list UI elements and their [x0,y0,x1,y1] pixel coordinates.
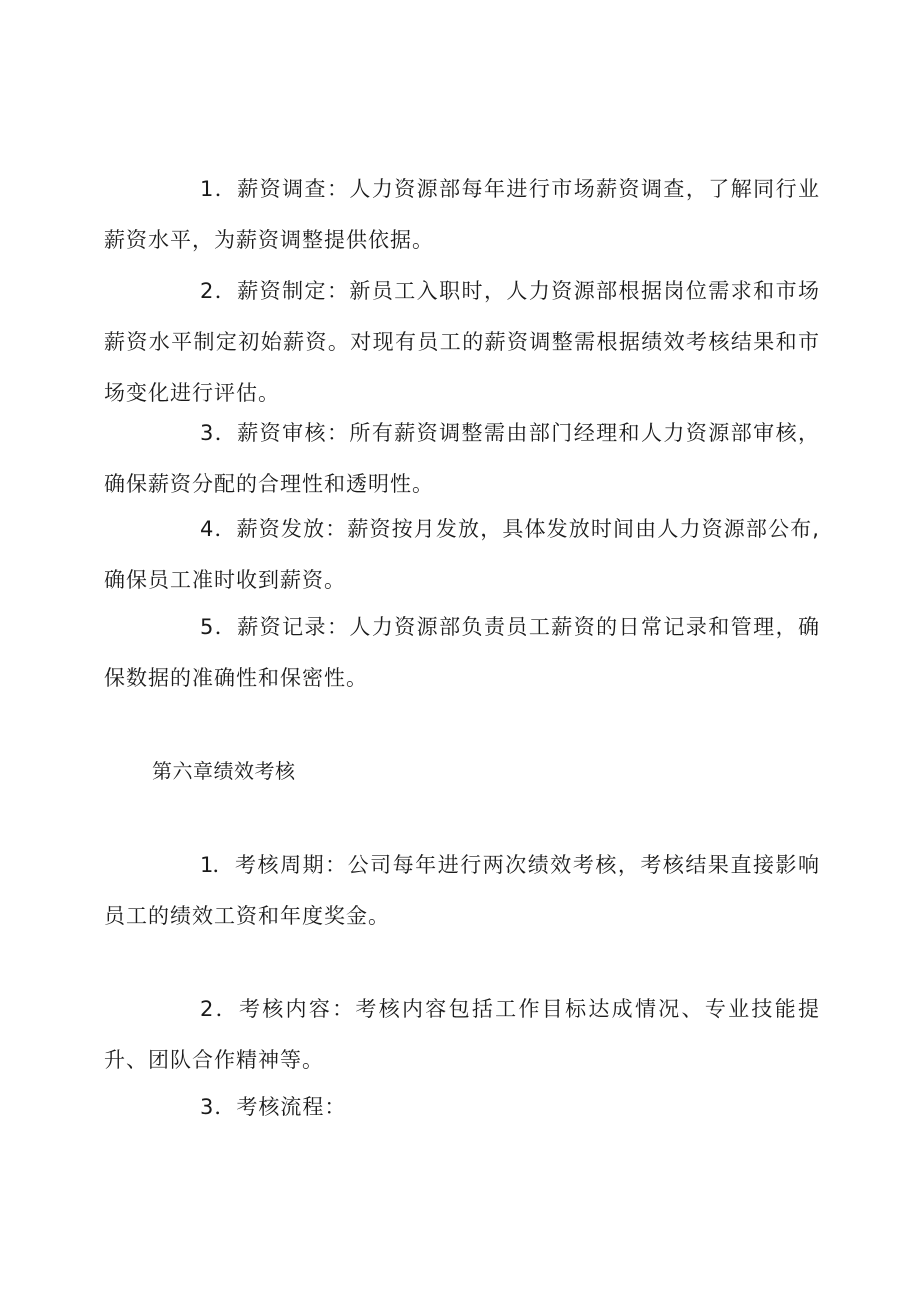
item-number: 3 [200,1095,215,1119]
salary-item-3 [104,408,820,510]
item-text: ．薪资调查：人力资源部每年进行市场薪资调查，了解同行业薪资水平，为薪资调整提供依据。 [104,177,820,252]
appraisal-item-2 [104,984,820,1086]
item-number: 3 [200,421,215,445]
salary-item-1 [104,164,820,266]
appraisal-item-1 [104,840,820,942]
item-number: 4 [200,517,215,541]
item-text: ．考核内容：考核内容包括工作目标达成情况、专业技能提升、团队合作精神等。 [104,997,820,1072]
item-text: ．考核流程： [214,1095,347,1119]
item-number: 2 [200,279,215,303]
item-number: 1 [200,853,215,877]
item-number: 1 [200,177,215,201]
salary-item-2 [104,266,820,419]
item-text: ．薪资记录：人力资源部负责员工薪资的日常记录和管理，确保数据的准确性和保密性。 [104,615,820,690]
salary-item-4 [104,504,820,606]
item-text: ．考核周期：公司每年进行两次绩效考核，考核结果直接影响员工的绩效工资和年度奖金。 [104,853,820,928]
item-number: 2 [200,997,215,1021]
item-text: ．薪资制定：新员工入职时，人力资源部根据岗位需求和市场薪资水平制定初始薪资。对现有员工的薪资调整需根据绩效考核结果和市场变化进行评估。 [104,279,820,405]
appraisal-item-3 [104,1082,820,1133]
item-text: ．薪资发放：薪资按月发放，具体发放时间由人力资源部公布,确保员工准时收到薪资。 [104,517,820,592]
chapter-title: 第六章绩效考核 [152,759,296,783]
item-text: ．薪资审核：所有薪资调整需由部门经理和人力资源部审核，确保薪资分配的合理性和透明性。 [104,421,820,496]
item-number: 5 [200,615,215,639]
salary-item-5 [104,602,820,704]
